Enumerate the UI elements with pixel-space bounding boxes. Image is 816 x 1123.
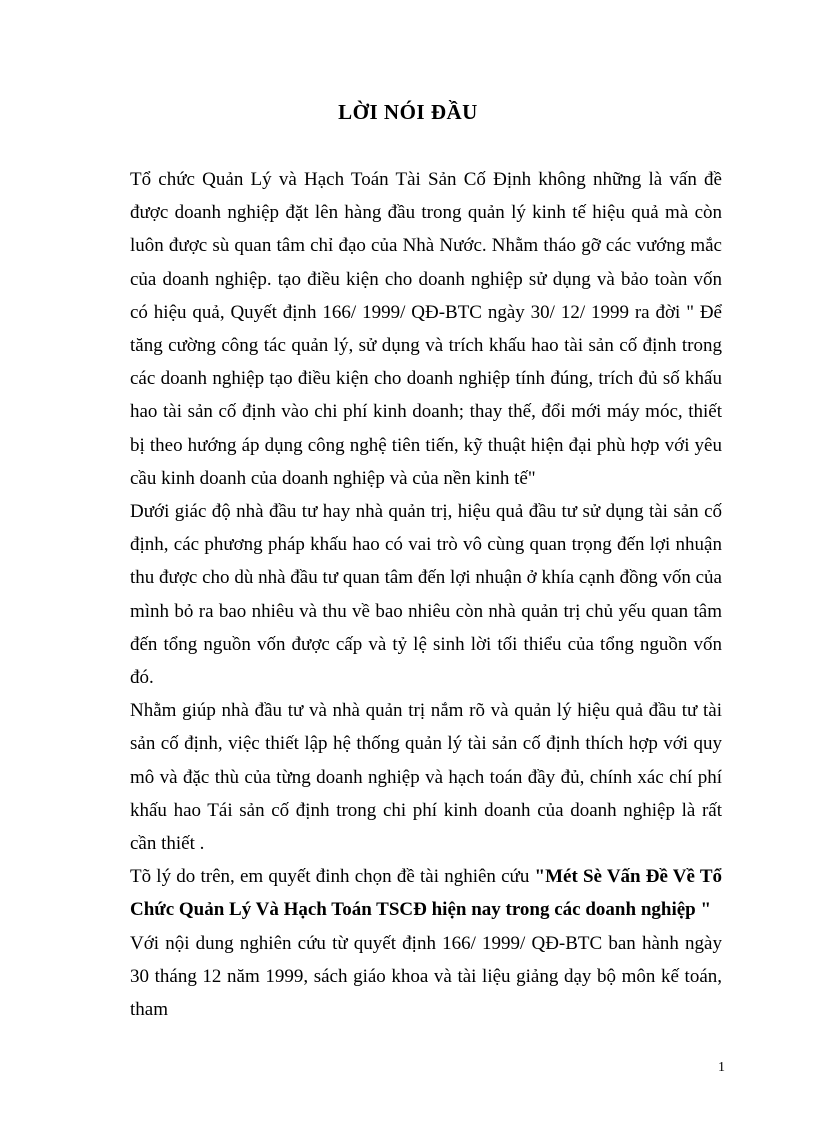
- body-text: [130, 163, 722, 1026]
- paragraph-1: Tổ chức Quản Lý và Hạch Toán Tài Sản Cố Định không những là vấn đề được doanh nghiệp đặt lên hàng đầu trong quản lý kinh tế hiệu quả mà còn luôn được sù quan tâm chỉ đạo của Nhà Nước. Nhằm tháo gỡ các vướng mắc của doanh nghiệp. tạo điều kiện cho doanh nghiệp sử dụng và bảo toàn vốn có hiệu quả, Quyết định 166/ 1999/ QĐ-BTC ngày 30/ 12/ 1999 ra đời " Để tăng cường công tác quản lý, sử dụng và trích khấu hao tài sản cố định trong các doanh nghiệp tạo điều kiện cho doanh nghiệp tính đúng, trích đủ số khấu hao tài sản cố định vào chi phí kinh doanh; thay thế, đổi mới máy móc, thiết bị theo hướng áp dụng công nghệ tiên tiến, kỹ thuật hiện đại phù hợp với yêu cầu kinh doanh của doanh nghiệp và của nền kinh tế": [130, 169, 722, 489]
- page-number: 1: [718, 1060, 725, 1075]
- paragraph-3: Nhằm giúp nhà đầu tư và nhà quản trị nắm rõ và quản lý hiệu quả đầu tư tài sản cố định, việc thiết lập hệ thống quản lý tài sản cố định thích hợp với quy mô và đặc thù của từng doanh nghiệp và hạch toán đầy đủ, chính xác chí phí khấu hao Tái sản cố định trong chi phí kinh doanh của doanh nghiệp là rất cần thiết .: [130, 700, 722, 855]
- paragraph-4-text: Tõ lý do trên, em quyết đinh chọn đề tài nghiên cứu: [130, 866, 535, 888]
- paragraph-4: [130, 860, 722, 926]
- paragraph-5: Với nội dung nghiên cứu từ quyết định 166/ 1999/ QĐ-BTC ban hành ngày 30 tháng 12 năm 1999, sách giáo khoa và tài liệu giảng dạy bộ môn kế toán, tham: [130, 932, 722, 1021]
- paragraph-2: Dưới giác độ nhà đầu tư hay nhà quản trị, hiệu quả đầu tư sử dụng tài sản cố định, các phương pháp khấu hao có vai trò vô cùng quan trọng đến lợi nhuận thu được cho dù nhà đầu tư quan tâm đến lợi nhuận ở khía cạnh đồng vốn của mình bỏ ra bao nhiêu và thu về bao nhiêu còn nhà quản trị chủ yếu quan tâm đến tổng nguồn vốn được cấp và tỷ lệ sinh lời tối thiểu của tổng nguồn vốn đó.: [130, 501, 722, 689]
- page-title: LỜI NÓI ĐẦU: [338, 100, 478, 124]
- thesis-title: "Mét Sè Vấn Đề Về Tổ Chức Quản Lý Và Hạch Toán TSCĐ hiện nay trong các doanh nghiệp ": [130, 866, 722, 921]
